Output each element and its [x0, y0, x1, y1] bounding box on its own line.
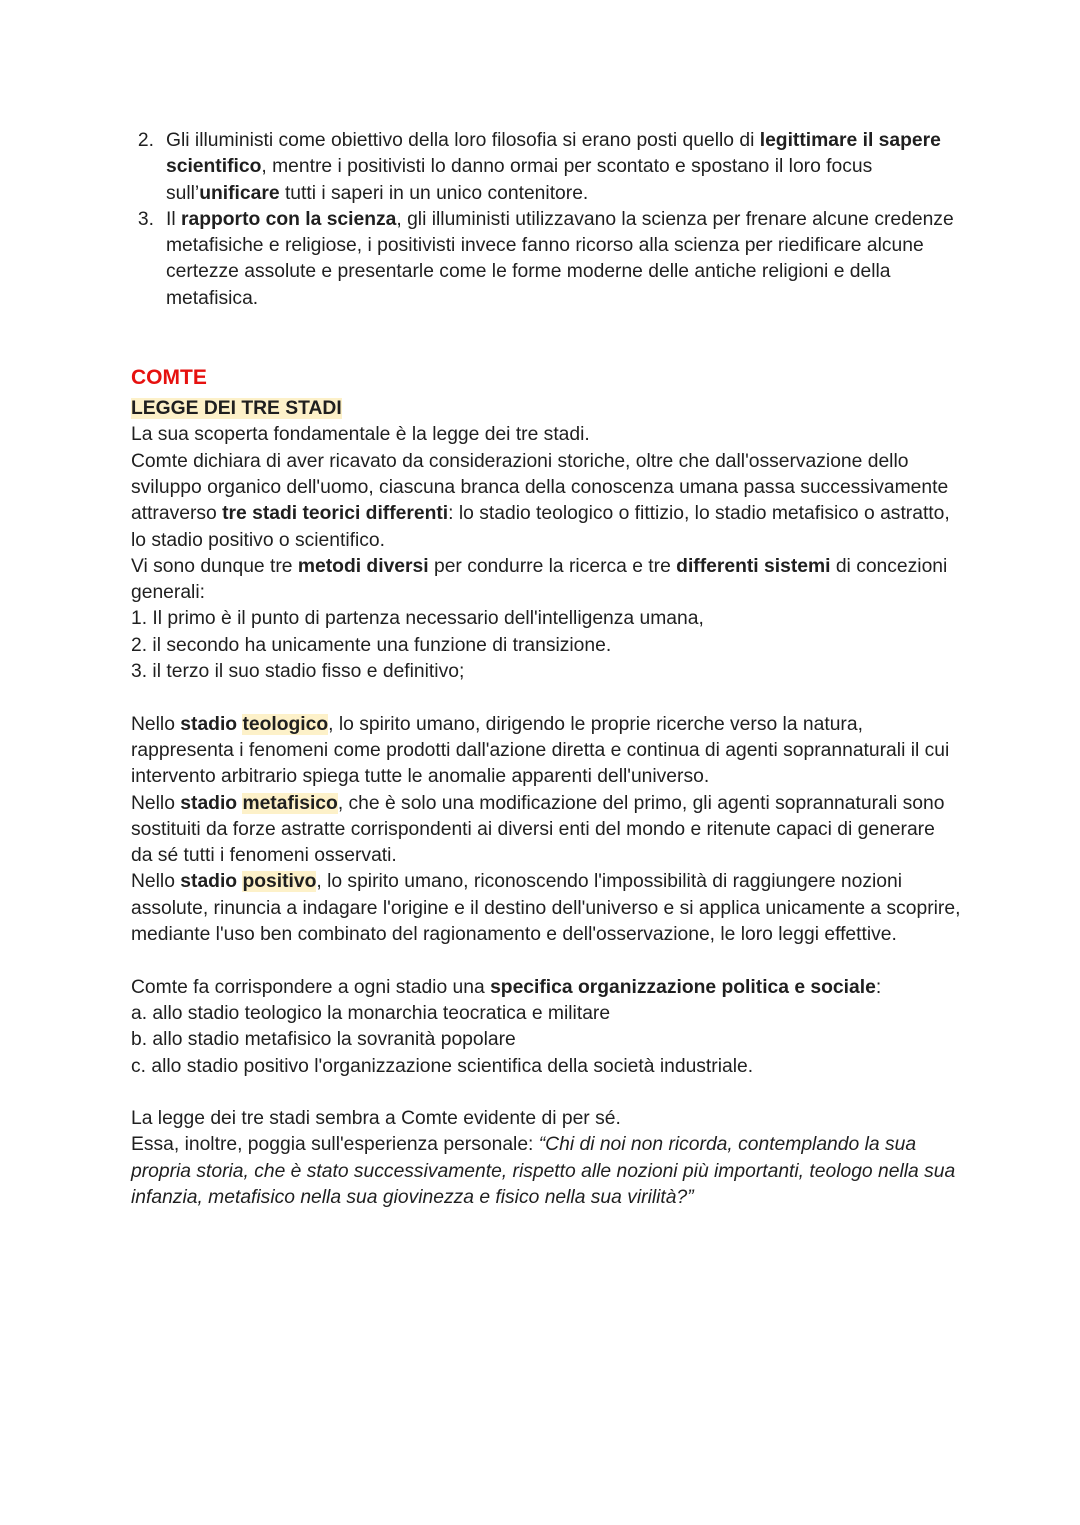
paragraph — [131, 554, 961, 607]
text-run: di concezioni generali: — [131, 555, 948, 604]
text-run: 2. il secondo ha unicamente una funzione di transizione. — [131, 634, 612, 656]
paragraph — [131, 422, 961, 448]
list-number: 3. — [137, 208, 154, 230]
paragraph — [131, 1001, 961, 1027]
bold-text: metodi diversi — [297, 555, 429, 577]
text-run: La legge dei tre stadi sembra a Comte evidente di per sé. — [131, 1108, 621, 1130]
section-title: COMTE — [131, 366, 207, 390]
text-run: per condurre la ricerca e tre — [428, 555, 677, 577]
bold-text: rapporto con la scienza — [181, 208, 397, 230]
subheading-line — [131, 396, 961, 422]
bold-text: unificare — [199, 182, 280, 204]
quote-text: “Chi di noi non ricorda, contemplando la sua propria storia, che è stato successivamente, rispetto alle nozioni più importanti, teologo nella sua infanzia, metafisico nella sua giovinezza e fisico nella sua virilità?” — [131, 1134, 956, 1208]
list-item — [102, 128, 961, 207]
text-run: Essa, inoltre, poggia sull'esperienza personale: — [131, 1134, 539, 1156]
text-run: La sua scoperta fondamentale è la legge dei tre stadi. — [131, 424, 590, 446]
paragraph — [131, 712, 961, 791]
paragraph — [131, 1054, 961, 1080]
paragraph — [131, 659, 961, 685]
text-run: , mentre i positivisti lo danno ormai per scontato e spostano il loro focus sull’ — [166, 156, 873, 204]
text-run: c. allo stadio positivo l'organizzazione scientifica della società industriale. — [131, 1055, 754, 1077]
body-text — [131, 422, 961, 1211]
text-run: Vi sono dunque tre — [131, 555, 298, 577]
paragraph — [131, 633, 961, 659]
text-run: b. allo stadio metafisico la sovranità popolare — [131, 1029, 516, 1051]
paragraph — [131, 606, 961, 632]
blank-line — [131, 948, 961, 974]
bold-text: differenti sistemi — [676, 555, 831, 577]
text-run: a. allo stadio teologico la monarchia teocratica e militare — [131, 1002, 611, 1024]
paragraph — [131, 1132, 961, 1211]
paragraph — [131, 449, 961, 554]
paragraph — [131, 1027, 961, 1053]
text-run: Nello — [131, 713, 181, 735]
text-run: tutti i saperi in un unico contenitore. — [279, 182, 589, 204]
list-item-text — [166, 128, 961, 207]
bold-text: stadio — [180, 713, 243, 735]
paragraph — [131, 869, 961, 948]
text-run: , che è solo una modificazione del primo, gli agenti soprannaturali sono sostituiti da forze astratte corrispondenti ai diversi enti del mondo e ritenute capaci di generare da sé tutti i fenomeni osservati. — [131, 792, 945, 867]
highlighted-text: metafisico — [242, 792, 338, 814]
highlighted-text: positivo — [242, 871, 317, 893]
paragraph — [131, 791, 961, 870]
bold-text: tre stadi teorici differenti — [222, 503, 449, 525]
text-run: , gli illuministi utilizzavano la scienza per frenare alcune credenze metafisiche e religiose, i positivisti invece fanno ricorso alla scienza per riedificare alcune certezze assolute e presentarle come le forme moderne delle antiche religioni e della metafisica. — [166, 208, 954, 309]
text-run: , lo spirito umano, dirigendo le proprie ricerche verso la natura, rappresenta i fenomeni come prodotti dall'azione diretta e continua di agenti soprannaturali il cui intervento arbitrario spiega tutte le anomalie apparenti dell'universo. — [131, 713, 950, 788]
text-run: 3. il terzo il suo stadio fisso e definitivo; — [131, 661, 465, 683]
bold-text: stadio — [180, 871, 243, 893]
blank-line — [131, 685, 961, 711]
text-run: Comte dichiara di aver ricavato da considerazioni storiche, oltre che dall'osservazione dello sviluppo organico dell'uomo, ciascuna branca della conoscenza umana passa successivamente attraverso — [131, 450, 949, 525]
text-run: , lo spirito umano, riconoscendo l'impossibilità di raggiungere nozioni assolute, rinuncia a indagare l'origine e il destino dell'universo e si applica unicamente a scoprire, mediante l'uso ben combinato del ragionamento e dell'osservazione, le loro leggi effettive. — [131, 871, 961, 946]
numbered-list — [102, 128, 961, 312]
text-run: : — [875, 976, 882, 998]
subheading: LEGGE DEI TRE STADI — [131, 398, 342, 420]
text-run: Il — [166, 208, 181, 230]
text-run: Comte fa corrispondere a ogni stadio una — [131, 976, 491, 998]
text-run: : lo stadio teologico o fittizio, lo stadio metafisico o astratto, lo stadio positivo o scientifico. — [131, 503, 950, 551]
list-item-text — [166, 207, 961, 312]
document-content — [131, 128, 961, 1211]
text-run: Nello — [131, 871, 181, 893]
paragraph — [131, 975, 961, 1001]
bold-text: legittimare il sapere scientifico — [166, 130, 941, 178]
highlighted-text: teologico — [242, 713, 329, 735]
text-run: Gli illuministi come obiettivo della loro filosofia si erano posti quello di — [166, 130, 760, 151]
blank-line — [131, 1080, 961, 1106]
bold-text: stadio — [180, 792, 243, 814]
paragraph — [131, 1106, 961, 1132]
bold-text: specifica organizzazione politica e sociale — [490, 976, 876, 998]
text-run: 1. Il primo è il punto di partenza necessario dell'intelligenza umana, — [131, 608, 704, 630]
text-run: Nello — [131, 792, 181, 814]
list-number: 2. — [137, 130, 154, 151]
list-item — [102, 207, 961, 312]
